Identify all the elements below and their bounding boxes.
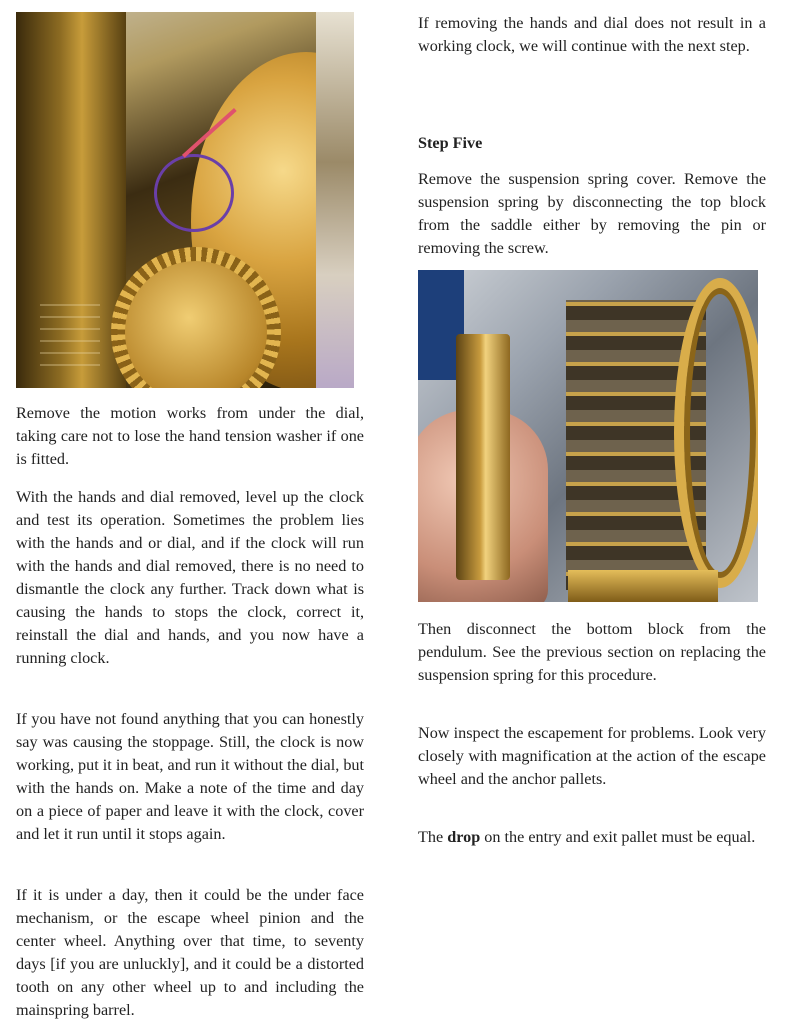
paragraph-suspension-spring: Remove the suspension spring cover. Remove the suspension spring by disconnecting the top block from the saddle either by removing the pin or removing the screw. (418, 170, 766, 257)
movement-base (568, 570, 718, 602)
step-five-heading: Step Five (418, 134, 483, 152)
paragraph-under-a-day: If it is under a day, then it could be the under face mechanism, or the escape wheel pinion and the center wheel. Anything over that time, to seventy days [if you are unluckly], and it could be a distorted tooth on any other wheel up to and including the mainspring barrel. (16, 886, 364, 1019)
brass-ring (674, 278, 758, 588)
suspension-block (456, 334, 510, 580)
highlight-circle (154, 154, 234, 232)
paragraph-motion-works: Remove the motion works from under the dial, taking care not to lose the hand tension washer if one is fitted. (16, 404, 364, 468)
drop-suffix: on the entry and exit pallet must be equal. (480, 828, 756, 846)
background-edge (316, 12, 354, 388)
drop-prefix: The (418, 828, 448, 846)
paragraph-stoppage: If you have not found anything that you can honestly say was causing the stoppage. Still, the clock is now working, put it in beat, and run it without the dial, but with the hands on. Make a note of the time and day on a piece of paper and leave it with the clock, cover and let it run until it stops again. (16, 710, 364, 843)
paragraph-hands-dial-removed: With the hands and dial removed, level up the clock and test its operation. Sometimes the problem lies with the hands and or dial, and if the clock will run with the hands and dial removed, there is no need to dismantle the clock any further. Track down what is causing the hands to stops the clock, correct it, reinstall the dial and hands, and you now have a running clock. (16, 488, 364, 667)
paragraph-next-step: If removing the hands and dial does not result in a working clock, we will continue with the next step. (418, 14, 766, 55)
paragraph-bottom-block: Then disconnect the bottom block from the pendulum. See the previous section on replacing the suspension spring for this procedure. (418, 620, 766, 684)
drop-term: drop (447, 828, 481, 846)
suspension-spring-photo (418, 270, 758, 602)
motion-works-photo (16, 12, 354, 388)
paragraph-drop (418, 826, 766, 849)
paragraph-escapement: Now inspect the escapement for problems. Look very closely with magnification at the action of the escape wheel and the anchor pallets. (418, 724, 766, 788)
maker-stamp (40, 296, 100, 376)
